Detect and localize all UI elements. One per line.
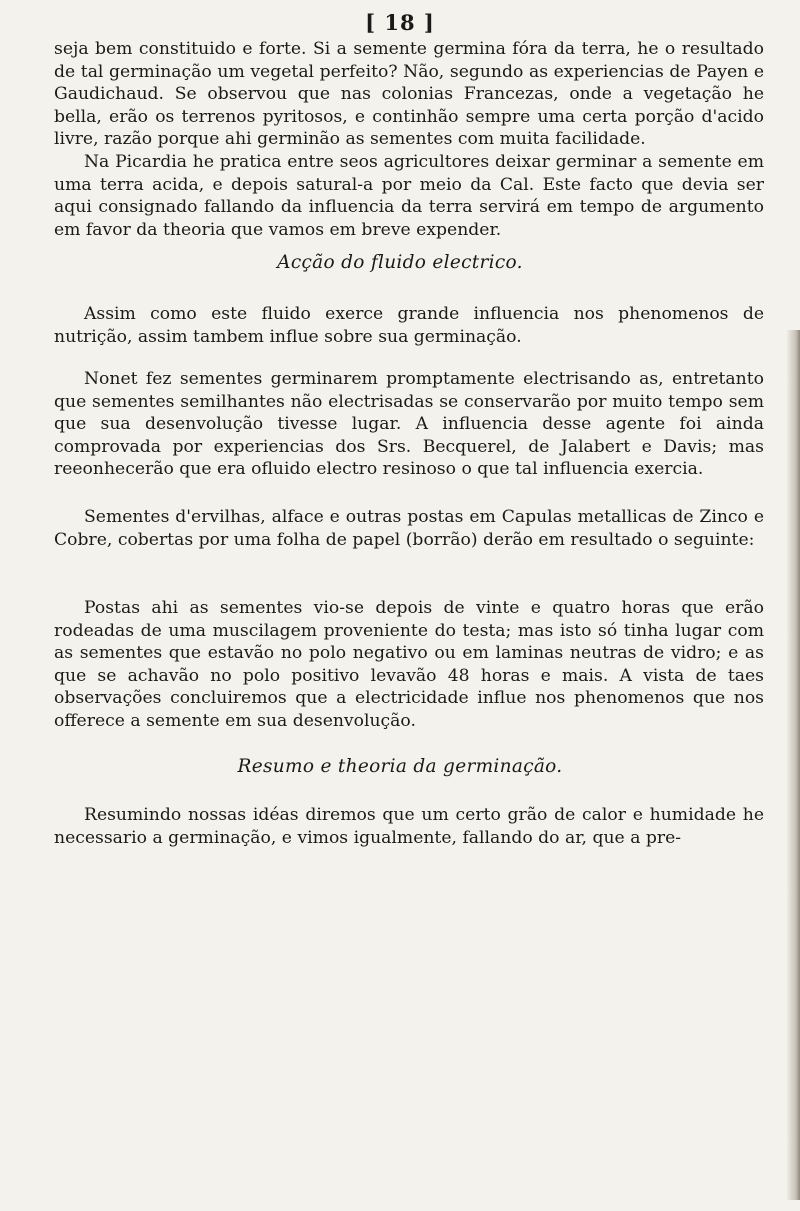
section-heading-summary: Resumo e theoria da germinação. bbox=[237, 756, 563, 777]
paragraph-nonet-experiments: Nonet fez sementes germinarem promptamente electrisando as, entretanto que sementes semilhantes não electrisadas se conservarão por muito tempo sem que sua desenvolução tivesse lugar. A influencia desse agente foi ainda comprovada por experiencias dos Srs. Becquerel, de Jalabert e Davis; mas reeonhecerão que era ofluido electro resinoso o que tal influencia exercia. bbox=[54, 369, 764, 480]
page-edge-shadow bbox=[786, 330, 800, 1200]
paragraph-fluid-influence: Assim como este fluido exerce grande influencia nos phenomenos de nutrição, assim tambem influe sobre sua germinação. bbox=[54, 304, 764, 347]
page-number: [ 18 ] bbox=[365, 10, 435, 35]
paragraph-germination-soil: seja bem constituido e forte. Si a semente germina fóra da terra, he o resultado de tal germinação um vegetal perfeito? Não, segundo as experiencias de Payen e Gaudichaud. Se observou que nas colonias Francezas, onde a vegetação he bella, erão os terrenos pyritosos, e continhão sempre uma certa porção d'acido livre, razão porque ahi germinão as sementes com muita facilidade. bbox=[54, 39, 764, 150]
paragraph-seed-capsules: Sementes d'ervilhas, alface e outras postas em Capulas metallicas de Zinco e Cobre, cobertas por uma folha de papel (borrão) derão em resultado o seguinte: bbox=[54, 507, 764, 550]
paragraph-observations: Postas ahi as sementes vio-se depois de vinte e quatro horas que erão rodeadas de uma muscilagem proveniente do testa; mas isto só tinha lugar com as sementes que estavão no polo negativo ou em laminas neutras de vidro; e as que se achavão no polo positivo levavão 48 horas e mais. A vista de taes observações concluiremos que a electricidade influe nos phenomenos que nos offerece a semente em sua desenvolução. bbox=[54, 598, 764, 731]
paragraph-summary: Resumindo nossas idéas diremos que um certo grão de calor e humidade he necessario a germinação, e vimos igualmente, fallando do ar, que a pre- bbox=[54, 805, 764, 848]
paragraph-picardia: Na Picardia he pratica entre seos agricultores deixar germinar a semente em uma terra acida, e depois satural-a por meio da Cal. Este facto que devia ser aqui consignado fallando da influencia da terra servirá em tempo de argumento em favor da theoria que vamos em breve expender. bbox=[54, 152, 764, 240]
section-heading-electric-fluid: Acção do fluido electrico. bbox=[277, 252, 523, 273]
